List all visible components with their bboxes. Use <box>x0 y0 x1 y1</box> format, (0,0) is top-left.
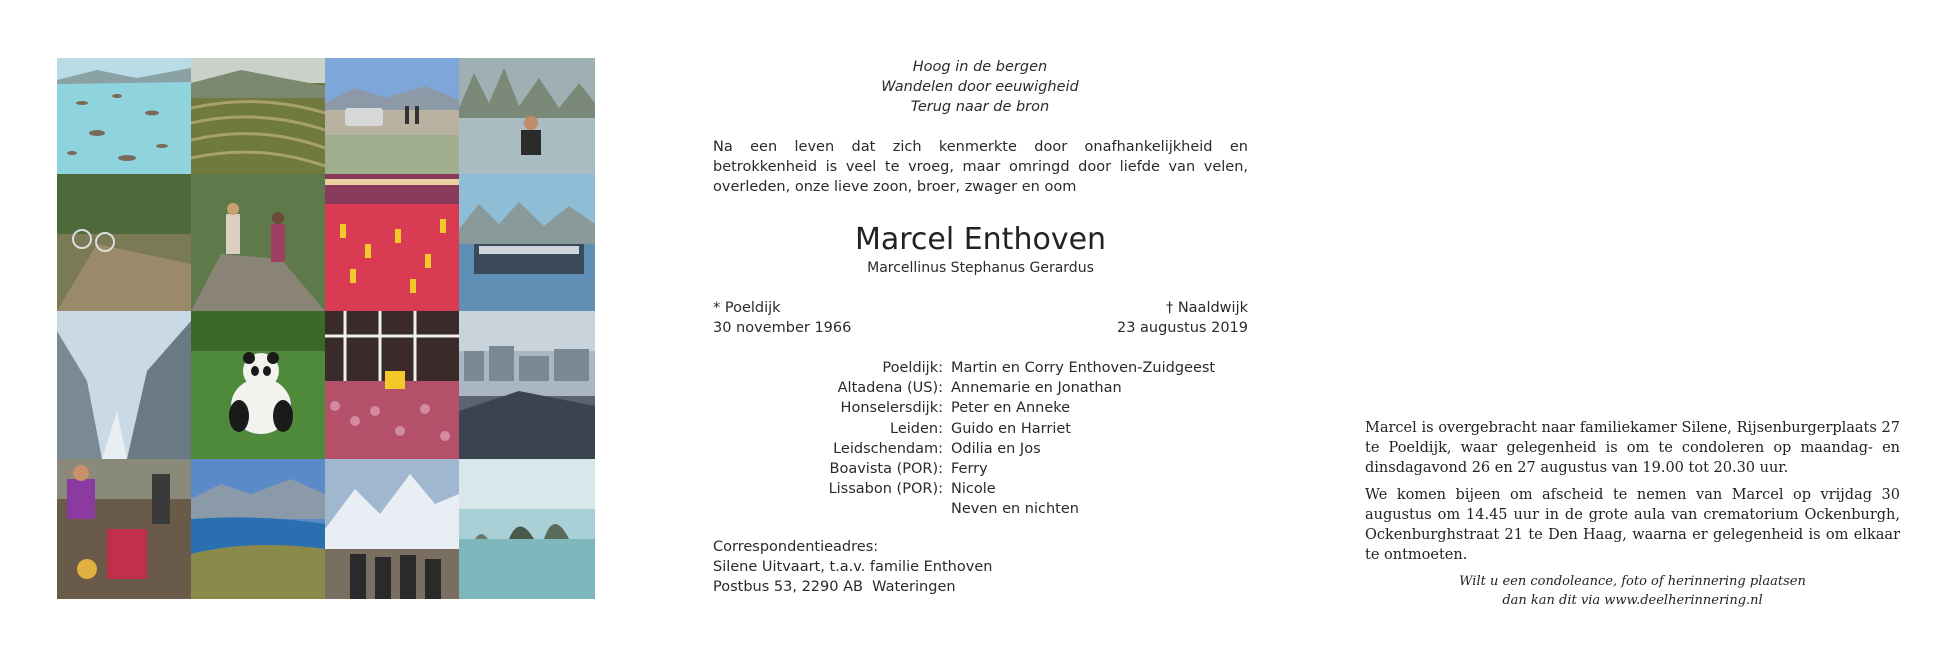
death-block <box>1100 298 1248 338</box>
family-place <box>713 499 951 519</box>
correspondence-line: Postbus 53, 2290 AB Wateringen <box>713 579 956 595</box>
family-row <box>713 419 1248 439</box>
correspondence-line: Silene Uitvaart, t.a.v. familie Enthoven <box>713 559 993 575</box>
correspondence-address <box>713 537 992 597</box>
family-place: Altadena (US): <box>837 380 943 397</box>
farewell-paragraph: We komen bijeen om afscheid te nemen van Marcel op vrijdag 30 augustus om 14.45 uur in de grote aula van crematorium Ockenburgh, Ockenburghstraat 21 te Den Haag, waarna er gelegenheid is om elkaar te ontmoeten. <box>1365 487 1900 563</box>
dancers-temple-photo <box>325 174 459 311</box>
street-family-photo <box>57 459 191 599</box>
condolence-note <box>1365 572 1900 610</box>
birth-place: * Poeldijk <box>713 300 781 316</box>
family-names: Nicole <box>951 481 996 498</box>
family-names: Peter en Anneke <box>951 400 1071 417</box>
family-place: Lissabon (POR): <box>828 481 943 498</box>
intro-text: Na een leven dat zich kenmerkte door onafhankelijkheid en betrokkenheid is veel te vroeg, maar omringd door liefde van velen, overleden, onze lieve zoon, broer, zwager en oom <box>713 139 1248 195</box>
family-row <box>713 398 1248 418</box>
condolence-link[interactable]: dan kan dit via www.deelherinnering.nl <box>1502 593 1763 608</box>
poem <box>700 57 1260 117</box>
poem-line: Hoog in de bergen <box>912 59 1048 75</box>
crowd-festival-photo <box>325 311 459 459</box>
blue-lake-photo <box>191 459 325 599</box>
poem-line: Wandelen door eeuwigheid <box>881 79 1079 95</box>
family-row <box>713 479 1248 499</box>
family-place: Honselersdijk: <box>840 400 943 417</box>
family-names: Annemarie en Jonathan <box>951 380 1122 397</box>
harbor-town-photo <box>459 311 595 459</box>
harbor-boats-photo <box>57 58 191 174</box>
family-row <box>713 358 1248 378</box>
forest-bicycle-photo <box>57 174 191 311</box>
rice-terraces-photo <box>191 58 325 174</box>
hikers-in-stream-photo <box>191 174 325 311</box>
man-by-river-photo <box>459 58 595 174</box>
birth-date: 30 november 1966 <box>713 320 852 336</box>
poem-line: Terug naar de bron <box>910 99 1050 115</box>
panda-photo <box>191 311 325 459</box>
deceased-full-names: Marcellinus Stephanus Gerardus <box>867 260 1094 276</box>
photo-collage <box>57 58 595 599</box>
river-ferry-photo <box>459 174 595 311</box>
snow-mountain-group-photo <box>325 459 459 599</box>
bay-karsts-photo <box>459 459 595 599</box>
mountain-gorge-photo <box>57 311 191 459</box>
death-place: † Naaldwijk <box>1165 300 1248 316</box>
ceremony-info <box>1365 418 1900 610</box>
family-names: Guido en Harriet <box>951 420 1071 437</box>
family-place: Leidschendam: <box>833 440 943 457</box>
visitation-paragraph: Marcel is overgebracht naar familiekamer Silene, Rijsenburgerplaats 27 te Poeldijk, waar gelegenheid is om te condoleren op maandag- en dinsdagavond 26 en 27 augustus van 19.00 tot 20.30 uur. <box>1365 420 1900 476</box>
family-place: Poeldijk: <box>882 360 943 376</box>
birth-block <box>713 298 851 338</box>
family-row <box>713 459 1248 479</box>
family-row <box>713 499 1248 519</box>
family-names: Neven en nichten <box>951 501 1079 518</box>
family-names: Ferry <box>951 461 988 478</box>
family-row <box>713 378 1248 398</box>
condolence-note-line: Wilt u een condoleance, foto of herinnering plaatsen <box>1459 574 1806 589</box>
van-on-road-photo <box>325 58 459 174</box>
deceased-name: Marcel Enthoven <box>854 222 1107 257</box>
family-names: Martin en Corry Enthoven-Zuidgeest <box>951 360 1216 376</box>
family-names: Odilia en Jos <box>951 440 1041 457</box>
family-row <box>713 439 1248 459</box>
death-date: 23 augustus 2019 <box>1116 320 1248 336</box>
family-list <box>713 358 1248 520</box>
family-place: Leiden: <box>890 420 943 437</box>
family-place: Boavista (POR): <box>829 461 943 478</box>
correspondence-label: Correspondentieadres: <box>713 539 879 555</box>
